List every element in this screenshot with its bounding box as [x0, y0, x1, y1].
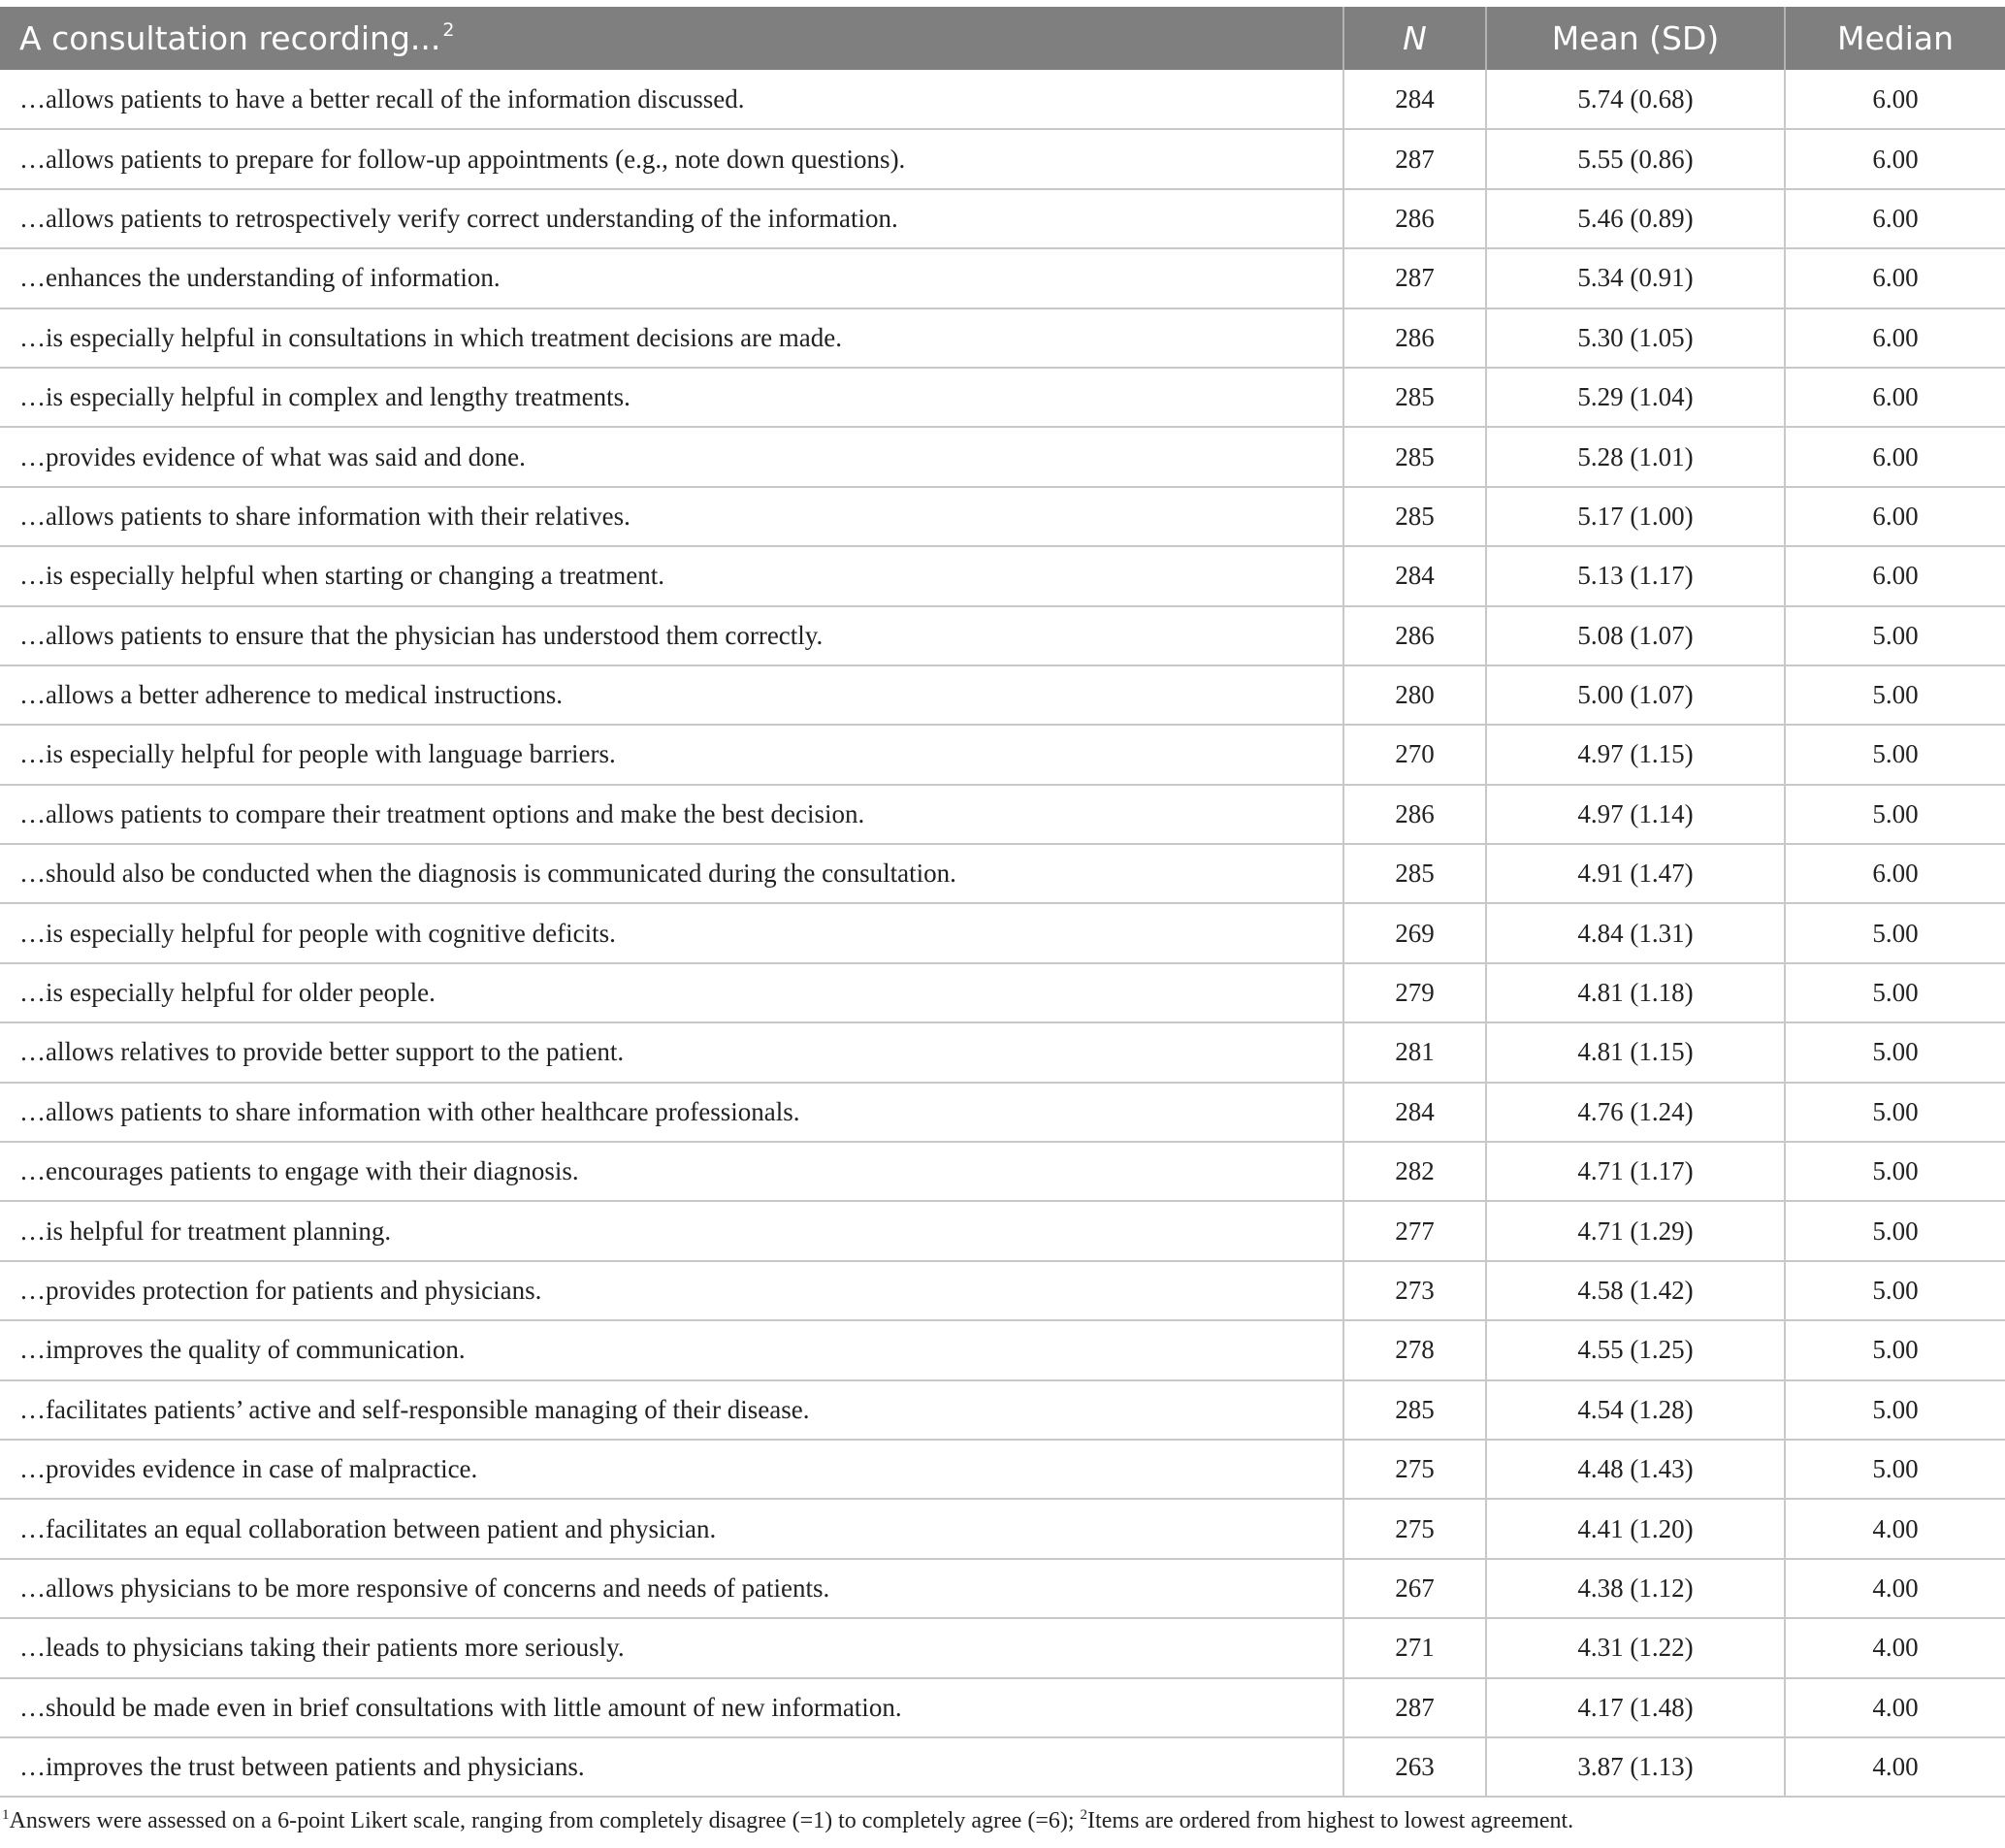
row-item-text: …leads to physicians taking their patients more seriously.: [0, 1618, 1343, 1677]
footnote-text-1: Answers were assessed on a 6-point Likert scale, ranging from completely disagree (=1) to completely agree (=6);: [9, 1808, 1081, 1833]
row-item-text: …allows physicians to be more responsive of concerns and needs of patients.: [0, 1559, 1343, 1618]
row-mean-sd-value: 4.71 (1.17): [1486, 1142, 1785, 1201]
row-median-value: 4.00: [1785, 1559, 2005, 1618]
row-item-text: …facilitates an equal collaboration between patient and physician.: [0, 1499, 1343, 1558]
header-mean-sd: Mean (SD): [1486, 7, 1785, 70]
table-row: [0, 1261, 2005, 1320]
table-row: [0, 70, 2005, 129]
row-n-value: 278: [1343, 1320, 1486, 1379]
row-n-value: 287: [1343, 248, 1486, 308]
table-row: [0, 1440, 2005, 1499]
header-median: Median: [1836, 19, 1955, 57]
table-row: [0, 1022, 2005, 1082]
row-median-value: 5.00: [1785, 1022, 2005, 1082]
row-item-text: …allows patients to compare their treatment options and make the best decision.: [0, 785, 1343, 844]
header-row: [0, 7, 2005, 70]
row-mean-sd-value: 5.00 (1.07): [1486, 665, 1785, 725]
row-mean-sd-value: 5.55 (0.86): [1486, 129, 1785, 188]
row-item-text: …is especially helpful when starting or changing a treatment.: [0, 546, 1343, 605]
row-n-value: 275: [1343, 1440, 1486, 1499]
row-n-value: 284: [1343, 1083, 1486, 1142]
row-n-value: 271: [1343, 1618, 1486, 1677]
row-item-text: …allows patients to prepare for follow-up appointments (e.g., note down questions).: [0, 129, 1343, 188]
row-mean-sd-value: 4.48 (1.43): [1486, 1440, 1785, 1499]
row-item-text: …encourages patients to engage with their diagnosis.: [0, 1142, 1343, 1201]
row-median-value: 4.00: [1785, 1678, 2005, 1737]
row-n-value: 285: [1343, 487, 1486, 546]
row-median-value: 4.00: [1785, 1737, 2005, 1797]
row-item-text: …improves the quality of communication.: [0, 1320, 1343, 1379]
row-n-value: 275: [1343, 1499, 1486, 1558]
row-n-value: 273: [1343, 1261, 1486, 1320]
row-median-value: 6.00: [1785, 546, 2005, 605]
row-item-text: …enhances the understanding of information.: [0, 248, 1343, 308]
table-row: [0, 785, 2005, 844]
row-n-value: 287: [1343, 1678, 1486, 1737]
row-median-value: 6.00: [1785, 487, 2005, 546]
row-n-value: 282: [1343, 1142, 1486, 1201]
row-median-value: 5.00: [1785, 1320, 2005, 1379]
row-mean-sd-value: 5.34 (0.91): [1486, 248, 1785, 308]
consultation-recording-table: [0, 7, 2005, 1798]
row-median-value: 6.00: [1785, 308, 2005, 368]
header-item: [0, 7, 1343, 70]
row-n-value: 286: [1343, 308, 1486, 368]
header-n: N: [1343, 7, 1486, 70]
row-item-text: …facilitates patients’ active and self-responsible managing of their disease.: [0, 1380, 1343, 1440]
row-n-value: 277: [1343, 1201, 1486, 1260]
row-mean-sd-value: 4.84 (1.31): [1486, 903, 1785, 962]
row-median-value: 5.00: [1785, 665, 2005, 725]
row-n-value: 284: [1343, 70, 1486, 129]
row-item-text: …allows patients to ensure that the physician has understood them correctly.: [0, 606, 1343, 665]
row-median-value: 5.00: [1785, 903, 2005, 962]
table-row: [0, 546, 2005, 605]
row-mean-sd-value: 5.29 (1.04): [1486, 368, 1785, 427]
row-median-value: 5.00: [1785, 606, 2005, 665]
row-n-value: 270: [1343, 725, 1486, 784]
row-mean-sd-value: 5.28 (1.01): [1486, 427, 1785, 486]
row-item-text: …allows a better adherence to medical instructions.: [0, 665, 1343, 725]
row-mean-sd-value: 4.17 (1.48): [1486, 1678, 1785, 1737]
row-mean-sd-value: 4.38 (1.12): [1486, 1559, 1785, 1618]
row-item-text: …is especially helpful for older people.: [0, 963, 1343, 1022]
row-median-value: 6.00: [1785, 368, 2005, 427]
row-mean-sd-value: 5.46 (0.89): [1486, 189, 1785, 248]
table-body: [0, 70, 2005, 1797]
row-median-value: 5.00: [1785, 963, 2005, 1022]
row-item-text: …is helpful for treatment planning.: [0, 1201, 1343, 1260]
row-median-value: 6.00: [1785, 844, 2005, 903]
header-item-superscript: 2: [442, 19, 455, 41]
table-row: [0, 129, 2005, 188]
table-row: [0, 308, 2005, 368]
row-n-value: 285: [1343, 1380, 1486, 1440]
row-item-text: …allows patients to share information with other healthcare professionals.: [0, 1083, 1343, 1142]
table-row: [0, 1618, 2005, 1677]
row-item-text: …is especially helpful in consultations in which treatment decisions are made.: [0, 308, 1343, 368]
row-item-text: …allows relatives to provide better support to the patient.: [0, 1022, 1343, 1082]
table-row: [0, 903, 2005, 962]
row-mean-sd-value: 5.17 (1.00): [1486, 487, 1785, 546]
row-median-value: 5.00: [1785, 1261, 2005, 1320]
row-item-text: …provides evidence of what was said and done.: [0, 427, 1343, 486]
row-mean-sd-value: 4.55 (1.25): [1486, 1320, 1785, 1379]
row-item-text: …provides protection for patients and physicians.: [0, 1261, 1343, 1320]
row-n-value: 286: [1343, 606, 1486, 665]
row-item-text: …provides evidence in case of malpractice.: [0, 1440, 1343, 1499]
row-item-text: …is especially helpful for people with cognitive deficits.: [0, 903, 1343, 962]
footnote-superscript-1: 1: [2, 1807, 10, 1823]
table-row: [0, 1320, 2005, 1379]
row-item-text: …should be made even in brief consultations with little amount of new information.: [0, 1678, 1343, 1737]
row-n-value: 263: [1343, 1737, 1486, 1797]
row-n-value: 285: [1343, 368, 1486, 427]
row-item-text: …allows patients to share information with their relatives.: [0, 487, 1343, 546]
footnote-text-2: Items are ordered from highest to lowest agreement.: [1087, 1808, 1574, 1833]
row-median-value: 5.00: [1785, 785, 2005, 844]
table-row: [0, 844, 2005, 903]
row-item-text: …allows patients to have a better recall of the information discussed.: [0, 70, 1343, 129]
row-mean-sd-value: 4.91 (1.47): [1486, 844, 1785, 903]
table-row: [0, 1083, 2005, 1142]
table-row: [0, 368, 2005, 427]
row-median-value: 5.00: [1785, 1380, 2005, 1440]
row-n-value: 280: [1343, 665, 1486, 725]
row-n-value: 286: [1343, 189, 1486, 248]
row-median-value: 5.00: [1785, 1142, 2005, 1201]
row-n-value: 285: [1343, 844, 1486, 903]
table-row: [0, 1737, 2005, 1797]
row-n-value: 286: [1343, 785, 1486, 844]
results-table-container: [0, 7, 2005, 1798]
row-n-value: 267: [1343, 1559, 1486, 1618]
row-mean-sd-value: 4.76 (1.24): [1486, 1083, 1785, 1142]
row-n-value: 284: [1343, 546, 1486, 605]
row-mean-sd-value: 4.58 (1.42): [1486, 1261, 1785, 1320]
row-mean-sd-value: 4.81 (1.15): [1486, 1022, 1785, 1082]
row-median-value: 4.00: [1785, 1499, 2005, 1558]
row-median-value: 5.00: [1785, 1083, 2005, 1142]
row-item-text: …is especially helpful in complex and lengthy treatments.: [0, 368, 1343, 427]
table-row: [0, 665, 2005, 725]
table-row: [0, 487, 2005, 546]
row-median-value: 5.00: [1785, 1201, 2005, 1260]
row-item-text: …should also be conducted when the diagnosis is communicated during the consultation.: [0, 844, 1343, 903]
table-row: [0, 963, 2005, 1022]
table-row: [0, 725, 2005, 784]
table-row: [0, 189, 2005, 248]
row-mean-sd-value: 4.54 (1.28): [1486, 1380, 1785, 1440]
row-mean-sd-value: 4.71 (1.29): [1486, 1201, 1785, 1260]
table-row: [0, 1559, 2005, 1618]
row-median-value: 5.00: [1785, 725, 2005, 784]
row-mean-sd-value: 4.81 (1.18): [1486, 963, 1785, 1022]
table-row: [0, 1201, 2005, 1260]
table-row: [0, 427, 2005, 486]
row-mean-sd-value: 5.74 (0.68): [1486, 70, 1785, 129]
row-mean-sd-value: 5.08 (1.07): [1486, 606, 1785, 665]
row-mean-sd-value: 4.41 (1.20): [1486, 1499, 1785, 1558]
row-item-text: …improves the trust between patients and physicians.: [0, 1737, 1343, 1797]
row-median-value: 4.00: [1785, 1618, 2005, 1677]
table-row: [0, 606, 2005, 665]
row-mean-sd-value: 5.13 (1.17): [1486, 546, 1785, 605]
row-n-value: 269: [1343, 903, 1486, 962]
table-row: [0, 1380, 2005, 1440]
row-median-value: 6.00: [1785, 189, 2005, 248]
row-mean-sd-value: 3.87 (1.13): [1486, 1737, 1785, 1797]
row-median-value: 6.00: [1785, 427, 2005, 486]
table-footnote: [2, 1808, 1573, 1834]
footnote-superscript-2: 2: [1080, 1807, 1088, 1823]
row-median-value: 6.00: [1785, 70, 2005, 129]
row-n-value: 281: [1343, 1022, 1486, 1082]
header-item-label: A consultation recording...: [19, 19, 441, 57]
row-n-value: 287: [1343, 129, 1486, 188]
table-row: [0, 1678, 2005, 1737]
table-row: [0, 1142, 2005, 1201]
table-row: [0, 248, 2005, 308]
table-header: [0, 7, 2005, 70]
row-mean-sd-value: 5.30 (1.05): [1486, 308, 1785, 368]
row-mean-sd-value: 4.31 (1.22): [1486, 1618, 1785, 1677]
table-row: [0, 1499, 2005, 1558]
row-median-value: 5.00: [1785, 1440, 2005, 1499]
row-mean-sd-value: 4.97 (1.15): [1486, 725, 1785, 784]
row-item-text: …allows patients to retrospectively verify correct understanding of the information.: [0, 189, 1343, 248]
row-n-value: 279: [1343, 963, 1486, 1022]
row-median-value: 6.00: [1785, 248, 2005, 308]
row-item-text: …is especially helpful for people with language barriers.: [0, 725, 1343, 784]
row-median-value: 6.00: [1785, 129, 2005, 188]
row-n-value: 285: [1343, 427, 1486, 486]
row-mean-sd-value: 4.97 (1.14): [1486, 785, 1785, 844]
